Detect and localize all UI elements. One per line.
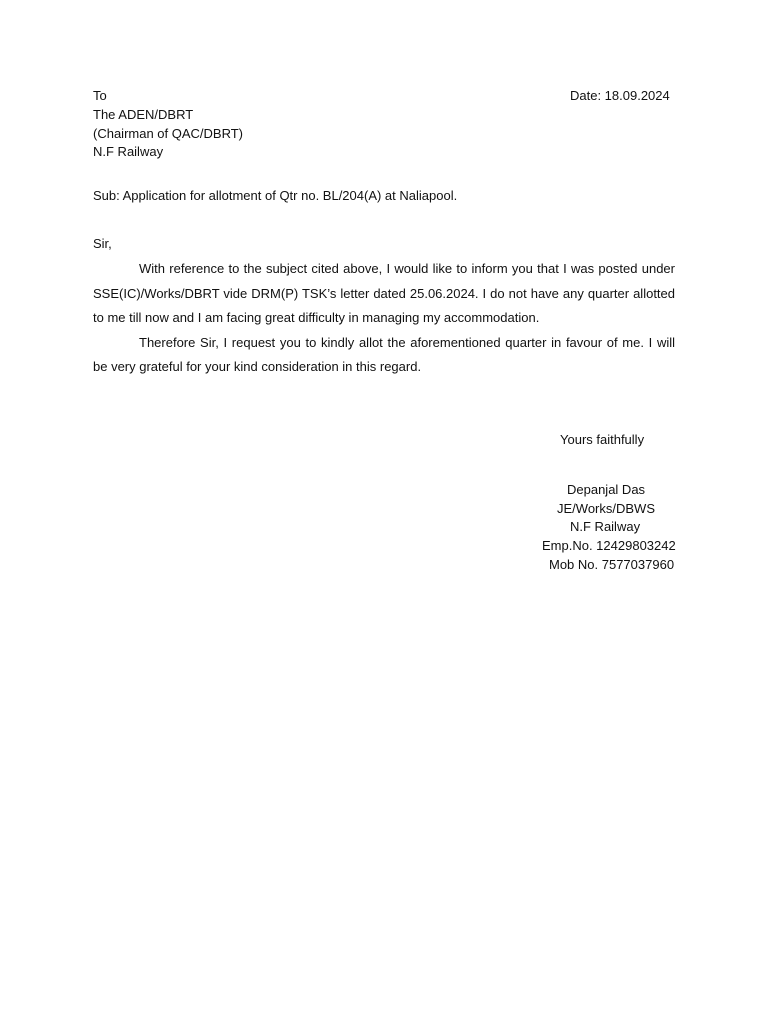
signatory-mobile: Mob No. 7577037960	[549, 557, 675, 572]
closing-line: Yours faithfully	[560, 432, 645, 447]
body-paragraph-2: Therefore Sir, I request you to kindly allot the aforementioned quarter in favour of me. I will be very grateful for your kind consideration in this regard.	[93, 334, 675, 374]
signatory-organization: N.F Railway	[570, 519, 641, 534]
signatory-emp-no: Emp.No. 12429803242	[542, 538, 676, 553]
to-label: To	[93, 88, 107, 103]
recipient-line-3: N.F Railway	[93, 144, 164, 159]
signatory-designation: JE/Works/DBWS	[557, 501, 655, 516]
recipient-line-1: The ADEN/DBRT	[93, 107, 194, 122]
body-paragraph-1: With reference to the subject cited above, I would like to inform you that I was posted under SSE(IC)/Works/DBRT vide DRM(P) TSK’s letter dated 25.06.2024. I do not have any quarter allotted to me till now and I am facing great difficulty in managing my accommodation.	[93, 261, 675, 325]
letter-date: Date: 18.09.2024	[570, 88, 670, 103]
subject-line: Sub: Application for allotment of Qtr no. BL/204(A) at Naliapool.	[93, 188, 458, 203]
signatory-name: Depanjal Das	[567, 482, 646, 497]
salutation: Sir,	[93, 236, 112, 251]
recipient-line-2: (Chairman of QAC/DBRT)	[93, 126, 244, 141]
letter-body	[93, 257, 675, 380]
